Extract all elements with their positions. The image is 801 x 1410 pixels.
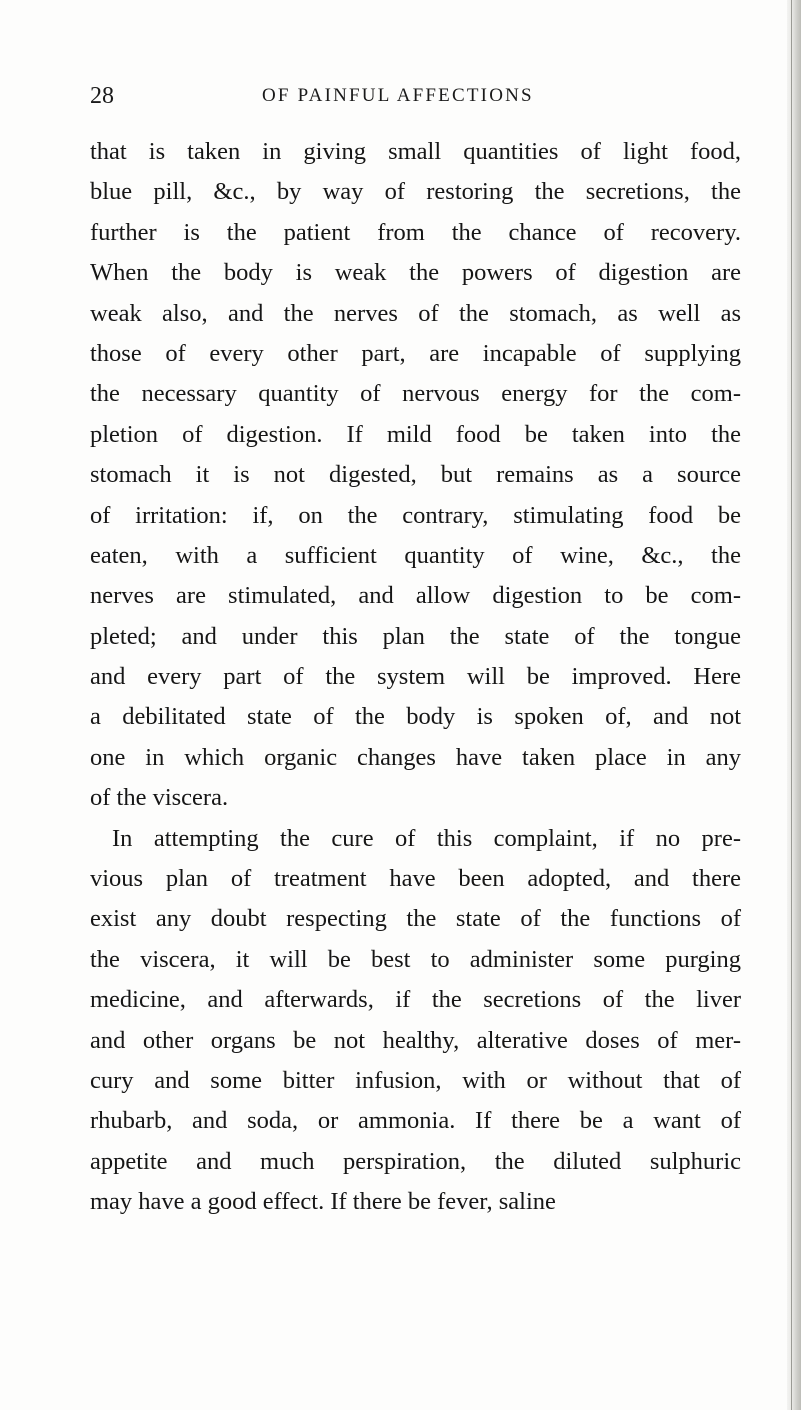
text-line: nerves are stimulated, and allow digestion to be com-: [90, 582, 741, 610]
text-line: further is the patient from the chance of recovery.: [90, 218, 741, 246]
body-text: [90, 132, 741, 1223]
text-line: eaten, with a sufficient quantity of wine, &c., the: [90, 541, 741, 569]
running-head: OF PAINFUL AFFECTIONS: [262, 85, 534, 106]
text-line: a debilitated state of the body is spoken of, and not: [90, 703, 741, 731]
text-line: of irritation: if, on the contrary, stimulating food be: [90, 501, 741, 529]
page-edge-shadow: [787, 0, 801, 1410]
text-line: appetite and much perspiration, the diluted sulphuric: [90, 1147, 741, 1175]
text-line: one in which organic changes have taken place in any: [90, 743, 741, 771]
paragraph-2: [90, 819, 741, 1223]
text-line: vious plan of treatment have been adopted, and there: [90, 865, 741, 893]
page-number: 28: [90, 83, 114, 109]
text-line: blue pill, &c., by way of restoring the secretions, the: [90, 178, 741, 206]
text-line: pleted; and under this plan the state of the tongue: [90, 622, 741, 650]
text-line: those of every other part, are incapable of supplying: [90, 339, 741, 367]
page-header: [90, 78, 730, 114]
text-line: and other organs be not healthy, alterative doses of mer-: [90, 1026, 741, 1054]
text-line: the viscera, it will be best to administer some purging: [90, 945, 741, 973]
text-line: of the viscera.: [90, 784, 229, 812]
text-line: cury and some bitter infusion, with or without that of: [90, 1066, 741, 1094]
text-line: weak also, and the nerves of the stomach, as well as: [90, 299, 741, 327]
text-line: rhubarb, and soda, or ammonia. If there be a want of: [90, 1107, 741, 1135]
text-line: and every part of the system will be improved. Here: [90, 663, 741, 691]
page-edge-line: [791, 0, 792, 1410]
text-line: may have a good effect. If there be fever, saline: [90, 1188, 556, 1216]
paragraph-1: [90, 132, 741, 819]
text-line: that is taken in giving small quantities of light food,: [90, 138, 741, 165]
text-line: the necessary quantity of nervous energy for the com-: [90, 380, 741, 408]
text-line: medicine, and afterwards, if the secretions of the liver: [90, 986, 741, 1014]
text-line: When the body is weak the powers of digestion are: [90, 259, 741, 287]
text-line: stomach it is not digested, but remains as a source: [90, 461, 741, 489]
text-line: pletion of digestion. If mild food be taken into the: [90, 420, 741, 448]
text-line: exist any doubt respecting the state of the functions of: [90, 905, 741, 933]
text-line: In attempting the cure of this complaint, if no pre-: [112, 824, 741, 852]
